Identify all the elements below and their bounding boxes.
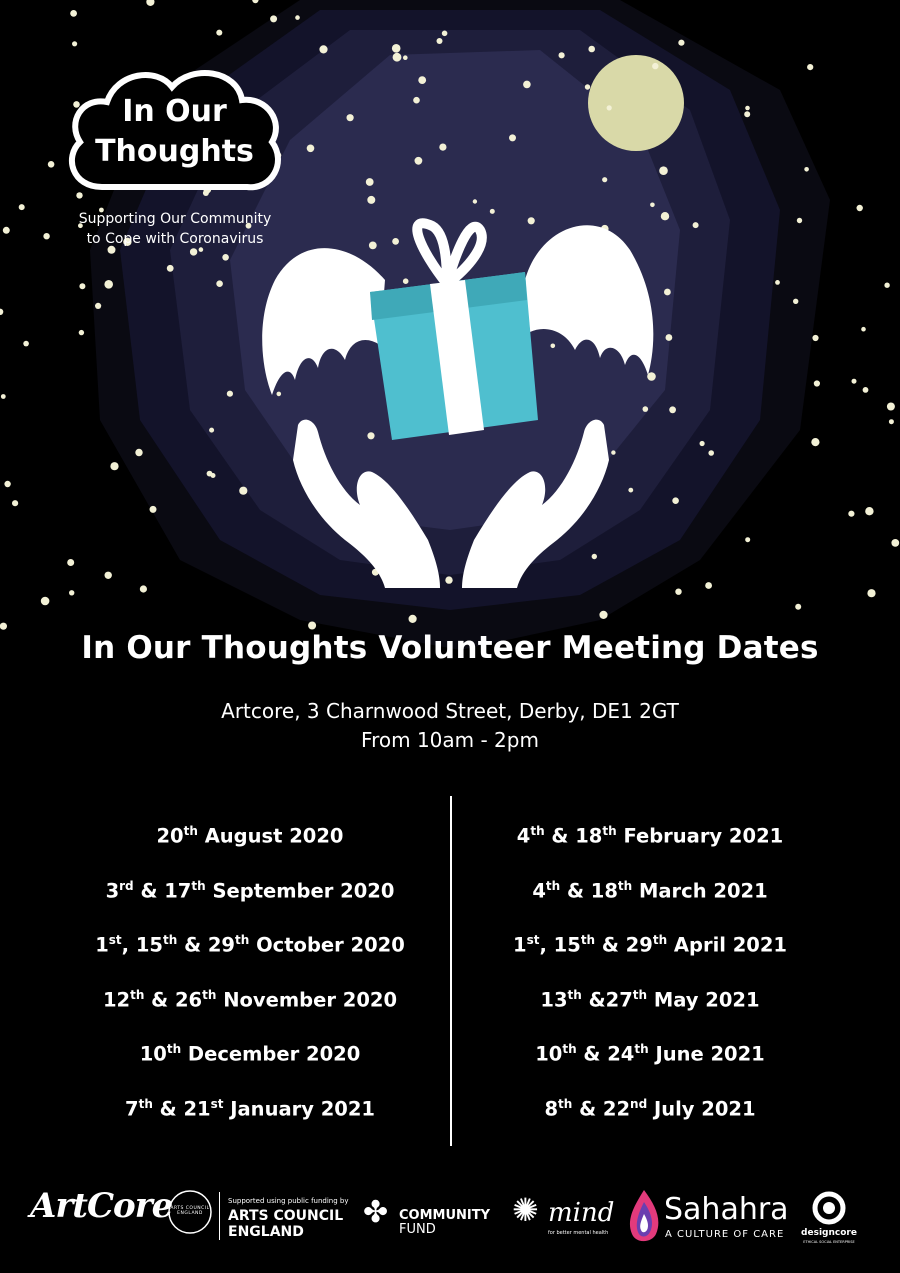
star-dot [95,303,101,309]
date-text: December 2020 [181,1042,361,1066]
logo-title-line-2: Thoughts [95,134,254,169]
star-dot [48,161,55,168]
date-text: November 2020 [216,988,398,1012]
star-dot [700,441,705,446]
meeting-date [430,808,870,863]
date-text: 4 [532,879,546,903]
star-dot [413,97,420,104]
date-suffix: th [202,987,217,1002]
date-text: 13 [540,988,568,1012]
star-dot [167,265,174,272]
meeting-date [30,972,470,1027]
date-text: July 2021 [647,1097,756,1121]
date-text: 10 [535,1042,563,1066]
date-suffix: st [526,933,540,948]
star-dot [439,144,446,151]
date-text: 3 [105,879,120,903]
meeting-date [30,1081,470,1136]
star-dot [110,462,118,470]
star-dot [252,0,258,3]
star-dot [528,217,535,224]
star-dot [104,280,113,289]
meeting-date [30,1026,470,1081]
star-dot [675,589,681,595]
date-text: & 24 [576,1042,635,1066]
date-suffix: th [562,1042,577,1057]
star-dot [509,134,516,141]
star-dot [393,53,402,62]
star-dot [857,205,863,211]
star-dot [797,218,802,223]
date-suffix: th [235,933,250,948]
designcore-tagline: ETHICAL SOCIAL ENTERPRISE [803,1240,855,1244]
sahahra-flame-icon [626,1188,662,1246]
moon-icon [588,55,684,151]
arts-council-roundel-text: ARTS COUNCIL ENGLAND [170,1206,210,1216]
star-dot [19,204,25,210]
date-suffix: th [183,824,198,838]
date-suffix: th [617,878,633,893]
star-dot [3,227,10,234]
star-dot [415,157,423,165]
date-suffix: th [163,933,178,948]
date-text: & 22 [572,1097,631,1121]
date-text: 20 [156,824,184,848]
star-dot [607,105,612,110]
arts-council-divider [219,1192,220,1240]
star-dot [628,488,633,493]
date-text: , 15 [539,933,581,957]
star-dot [661,212,669,220]
date-text: 1 [95,933,109,957]
star-dot [473,199,477,203]
star-dot [884,283,889,288]
meeting-date [30,917,470,972]
date-suffix: rd [119,878,134,893]
date-suffix: th [558,1096,573,1111]
star-dot [814,380,820,386]
meeting-date [30,863,470,918]
date-text: 8 [544,1097,559,1121]
star-dot [270,15,277,22]
star-dot [592,554,597,559]
star-dot [0,309,3,315]
mind-swirl-icon: ✺ [512,1191,539,1229]
star-dot [69,590,74,595]
star-dot [140,585,147,592]
meeting-date [430,917,870,972]
page-title: In Our Thoughts Volunteer Meeting Dates [81,630,819,666]
star-dot [647,372,656,381]
date-text: February 2021 [616,824,784,848]
date-text: April 2021 [667,933,787,957]
star-dot [811,438,819,446]
venue-address: Artcore, 3 Charnwood Street, Derby, DE1 2GT [221,699,679,723]
date-suffix: th [530,824,545,838]
date-suffix: th [634,1042,649,1057]
star-dot [347,114,354,121]
star-dot [392,44,401,53]
star-dot [222,254,229,261]
star-dot [307,145,315,153]
date-text: September 2020 [205,879,395,903]
star-dot [745,106,750,111]
community-fund-line-1: COMMUNITY [399,1208,491,1223]
date-text: January 2021 [223,1097,375,1121]
star-dot [209,428,214,433]
date-text: , 15 [121,933,163,957]
star-dot [216,30,222,36]
date-text: 1 [513,933,527,957]
logo-subtitle-line-1: Supporting Our Community [78,211,272,227]
community-fund-line-2: FUND [399,1222,436,1237]
designcore-logo-text: designcore [801,1228,857,1238]
date-suffix: th [138,1096,153,1111]
star-dot [239,487,247,495]
date-suffix: th [567,987,582,1002]
star-dot [295,15,300,20]
date-text: 7 [125,1097,139,1121]
logo-title [62,92,287,172]
date-text: & 18 [544,824,603,848]
star-dot [105,572,112,579]
star-dot [775,280,780,285]
date-suffix: st [108,933,122,948]
date-text: May 2021 [647,988,760,1012]
star-dot [865,507,873,515]
star-dot [867,589,875,597]
star-dot [891,539,899,547]
date-suffix: th [545,878,561,893]
date-text: August 2020 [197,824,344,848]
star-dot [705,582,712,589]
star-dot [437,38,443,44]
date-suffix: th [191,878,206,893]
logo-title-line-1: In Our [122,94,227,129]
venue-time: From 10am - 2pm [361,728,539,752]
star-dot [664,289,671,296]
star-dot [863,387,869,393]
star-dot [79,283,85,289]
star-dot [418,76,426,84]
star-dot [650,203,655,208]
star-dot [666,334,673,341]
mind-tagline: for better mental health [548,1230,609,1236]
star-dot [588,46,595,53]
star-dot [0,623,7,630]
star-dot [678,40,684,46]
star-dot [708,450,714,456]
star-dot [744,111,750,117]
sahahra-tagline: A CULTURE OF CARE [665,1229,785,1240]
sahahra-logo-text: Sahahra [664,1192,789,1227]
star-dot [150,506,157,513]
meeting-date [430,1026,870,1081]
date-suffix: st [210,1096,224,1111]
star-dot [41,597,50,606]
star-dot [367,432,374,439]
date-text: & 26 [144,988,203,1012]
star-dot [599,611,607,619]
star-dot [804,167,809,172]
star-dot [887,403,895,411]
star-dot [190,248,197,255]
dates-column-right [430,808,870,1136]
star-dot [367,196,375,204]
date-suffix: th [602,824,617,838]
star-dot [490,209,495,214]
designcore-ring-icon [811,1190,847,1226]
star-dot [216,280,223,287]
star-dot [611,450,615,454]
star-dot [70,10,77,17]
star-dot [643,406,649,412]
star-dot [403,55,408,60]
star-dot [852,379,857,384]
star-dot [523,81,531,89]
date-text: &27 [581,988,633,1012]
star-dot [889,419,894,424]
date-suffix: th [632,987,648,1002]
star-dot [12,500,18,506]
date-suffix: th [580,933,596,948]
star-dot [409,615,417,623]
star-dot [4,481,10,487]
date-text: & 21 [152,1097,211,1121]
star-dot [807,64,813,70]
star-dot [672,497,679,504]
date-text: 10 [139,1042,167,1066]
star-dot [795,604,801,610]
date-text: & 29 [177,933,236,957]
star-dot [392,238,399,245]
star-dot [442,31,448,37]
mind-logo-text: mind [548,1198,615,1228]
star-dot [366,178,374,186]
star-dot [72,41,77,46]
star-dot [1,394,6,399]
star-dot [227,391,233,397]
star-dot [277,392,282,397]
star-dot [861,327,866,332]
date-suffix: th [166,1042,182,1057]
date-suffix: nd [630,1096,648,1111]
star-dot [793,299,798,304]
star-dot [812,335,818,341]
star-dot [585,84,590,89]
meeting-date [430,863,870,918]
star-dot [135,449,142,456]
star-dot [369,242,377,250]
date-suffix: th [652,933,668,948]
star-dot [67,559,74,566]
star-dot [79,330,84,335]
sponsor-footer [0,1180,900,1260]
star-dot [319,45,327,53]
star-dot [652,63,658,69]
meeting-date [430,1081,870,1136]
arts-council-line-1: ARTS COUNCIL [228,1208,344,1224]
star-dot [602,177,607,182]
date-text: & 18 [560,879,618,903]
logo-subtitle [40,209,310,249]
star-dot [551,344,556,349]
meeting-date [430,972,870,1027]
star-dot [693,222,699,228]
date-text: 12 [102,988,131,1012]
star-dot [23,341,29,347]
venue-info [0,697,900,755]
star-dot [559,52,565,58]
star-dot [659,166,668,175]
meeting-date [30,808,470,863]
date-text: & 29 [595,933,653,957]
community-fund-clover-icon: ✤ [363,1195,389,1230]
date-text: March 2021 [632,879,768,903]
arts-council-note: Supported using public funding by [228,1197,349,1205]
star-dot [146,0,154,6]
artcore-logo: ArtCore [30,1186,173,1226]
date-text: October 2020 [249,933,405,957]
dates-column-left [30,808,470,1136]
date-text: 4 [516,824,531,848]
arts-council-line-2: ENGLAND [228,1224,304,1240]
date-text: June 2021 [648,1042,765,1066]
star-dot [669,406,676,413]
star-dot [207,471,213,477]
star-dot [745,537,750,542]
star-dot [848,511,854,517]
logo-subtitle-line-2: to Cope with Coronavirus [86,231,264,247]
star-dot [445,576,452,583]
star-dot [403,278,409,284]
date-text: & 17 [133,879,192,903]
date-suffix: th [130,987,145,1002]
star-dot [308,622,316,630]
